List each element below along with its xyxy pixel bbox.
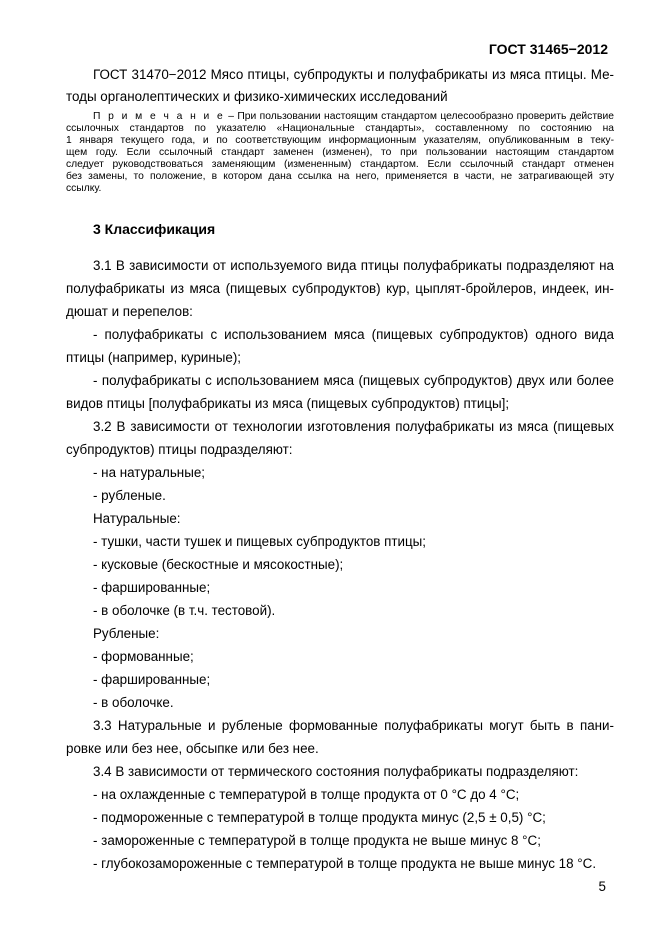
note-label: П р и м е ч а н и е bbox=[93, 111, 225, 122]
note-line-7: ссылку. bbox=[66, 183, 102, 194]
list-item: - фаршированные; bbox=[93, 580, 211, 595]
list-item: - кусковые (бескостные и мясокостные); bbox=[93, 557, 344, 572]
list-item: - рубленые. bbox=[93, 488, 166, 503]
page-number: 5 bbox=[598, 879, 606, 894]
para-3-1-line-2: полуфабрикаты из мяса (пищевых субпродуктов) кур, цыплят-бройлеров, индеек, ин- bbox=[66, 281, 614, 296]
para-3-3-line-1: 3.3 Натуральные и рубленые формованные полуфабрикаты могут быть в пани- bbox=[93, 718, 614, 733]
note-line-5: следует руководствоваться заменяющим (измененным) стандартом. Если ссылочный стандарт отменен bbox=[66, 159, 614, 170]
para-3-3-line-2: ровке или без нее, обсыпке или без нее. bbox=[66, 741, 319, 756]
list-item: - подмороженные с температурой в толще продукта минус (2,5 ± 0,5) °С; bbox=[93, 810, 546, 825]
list-item: - в оболочке. bbox=[93, 695, 174, 710]
para-3-1-line-3: дюшат и перепелов: bbox=[66, 304, 193, 319]
note-line-1 bbox=[93, 111, 614, 123]
list-item: - замороженные с температурой в толще продукта не выше минус 8 °С; bbox=[93, 833, 541, 848]
para-3-4-line-1: 3.4 В зависимости от термического состояния полуфабрикаты подразделяют: bbox=[93, 764, 579, 779]
subheading-natural: Натуральные: bbox=[93, 511, 181, 526]
para-3-1-line-1: 3.1 В зависимости от используемого вида птицы полуфабрикаты подразделяют на bbox=[93, 258, 614, 273]
section-title: 3 Классификация bbox=[93, 221, 216, 237]
reference-line-2: тоды органолептических и физико-химических исследований bbox=[66, 89, 448, 104]
list-item: - на натуральные; bbox=[93, 465, 205, 480]
subheading-chopped: Рубленые: bbox=[93, 626, 160, 641]
list-item: - глубокозамороженные с температурой в толще продукта не выше минус 18 °С. bbox=[93, 856, 597, 871]
document-header: ГОСТ 31465−2012 bbox=[488, 41, 608, 57]
reference-line-1: ГОСТ 31470−2012 Мясо птицы, субпродукты и полуфабрикаты из мяса птицы. Ме- bbox=[93, 67, 614, 82]
note-line-6: без замены, то положение, в котором дана ссылка на него, применяется в части, не затрагивающей эту bbox=[66, 171, 614, 182]
note-line-2: ссылочных стандартов по указателю «Национальные стандарты», составленному по состоянию на bbox=[66, 123, 614, 134]
list-item: - на охлажденные с температурой в толще продукта от 0 °С до 4 °С; bbox=[93, 787, 520, 802]
note-text-1: – При пользовании настоящим стандартом целесообразно проверить действие bbox=[224, 111, 614, 122]
list-item: - тушки, части тушек и пищевых субпродуктов птицы; bbox=[93, 534, 427, 549]
list-item-line-3: - полуфабрикаты с использованием мяса (пищевых субпродуктов) двух или более bbox=[93, 373, 614, 388]
para-3-2-line-1: 3.2 В зависимости от технологии изготовления полуфабрикаты из мяса (пищевых bbox=[93, 419, 614, 434]
para-3-2-line-2: субпродуктов) птицы подразделяют: bbox=[66, 442, 293, 457]
list-item-line-1: - полуфабрикаты с использованием мяса (пищевых субпродуктов) одного вида bbox=[93, 327, 614, 342]
list-item-line-2: птицы (например, куриные); bbox=[66, 350, 242, 365]
list-item-line-4: видов птицы [полуфабрикаты из мяса (пищевых субпродуктов) птицы]; bbox=[66, 396, 510, 411]
note-line-4: щем году. Если ссылочный стандарт заменен (изменен), то при пользовании настоящим стандартом bbox=[66, 147, 614, 158]
list-item: - фаршированные; bbox=[93, 672, 211, 687]
list-item: - в оболочке (в т.ч. тестовой). bbox=[93, 603, 276, 618]
note-line-3: 1 января текущего года, и по соответствующим информационным указателям, опубликованным в теку- bbox=[66, 135, 614, 146]
list-item: - формованные; bbox=[93, 649, 194, 664]
